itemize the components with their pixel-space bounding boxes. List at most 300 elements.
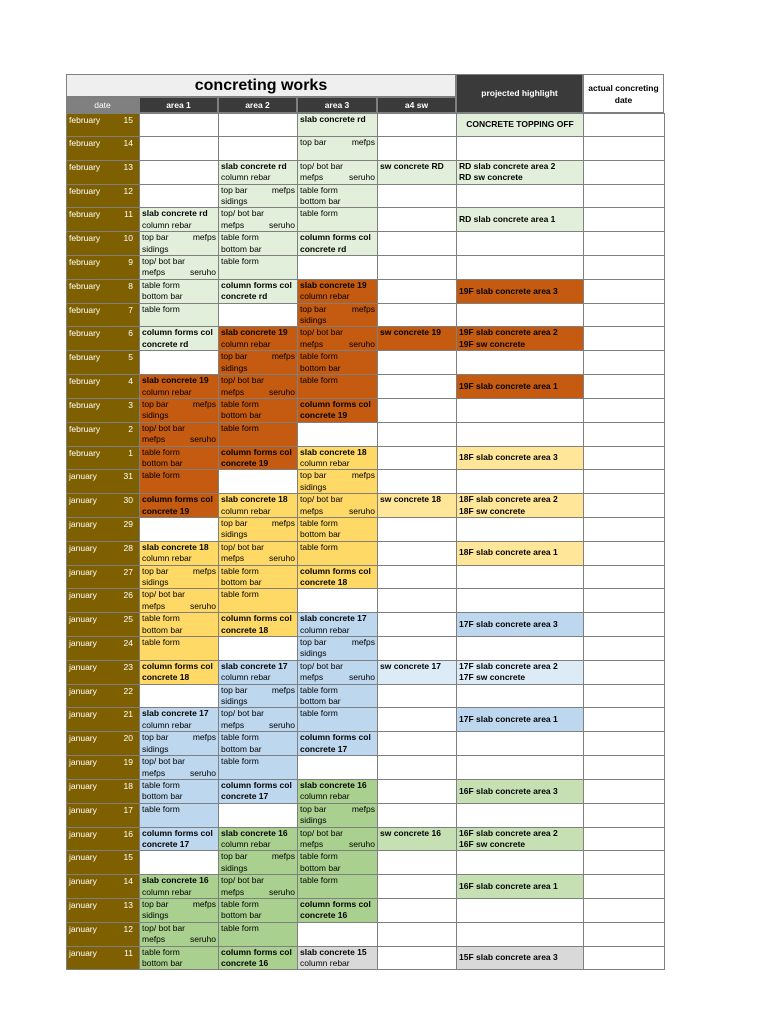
cell-line	[300, 804, 375, 815]
date-month: january	[69, 590, 97, 601]
area-3-cell	[298, 922, 378, 946]
a4-sw-cell	[378, 637, 457, 661]
cell-line: bottom bar	[142, 457, 183, 468]
date-day: 4	[128, 376, 133, 387]
date-day: 13	[123, 161, 133, 172]
date-month: january	[69, 614, 97, 625]
date-day: 24	[123, 638, 133, 649]
cell-line: concrete 18	[221, 624, 269, 635]
cell-text: seruho	[349, 505, 375, 516]
area-2-cell	[219, 114, 298, 137]
cell-line: bottom bar	[221, 410, 262, 421]
cell-line: concrete 19	[142, 505, 190, 516]
cell-line: slab concrete 17	[142, 708, 209, 719]
cell-line: slab concrete 18	[142, 541, 209, 552]
cell-text: mefps	[221, 719, 245, 730]
cell-text: mefps	[271, 517, 295, 528]
date-cell	[67, 256, 140, 280]
cell-line: table form	[142, 779, 180, 790]
projected-highlight-cell	[457, 875, 584, 899]
date-day: 22	[123, 685, 133, 696]
cell-line: table form	[221, 732, 259, 743]
a4-sw-cell	[378, 851, 457, 875]
cell-text: mefps	[351, 303, 375, 314]
cell-line: concrete 19	[300, 410, 348, 421]
area-2-cell	[219, 613, 298, 637]
area-2-cell	[219, 303, 298, 327]
a4-sw-cell	[378, 541, 457, 565]
cell-line: column rebar	[221, 838, 271, 849]
area-1-cell	[140, 398, 219, 422]
actual-date-cell[interactable]	[584, 684, 665, 708]
cell-line: slab concrete rd	[221, 160, 287, 171]
cell-text: top bar	[300, 637, 327, 648]
date-month: january	[69, 828, 97, 839]
projected-highlight-cell	[457, 232, 584, 256]
area-2-cell	[219, 922, 298, 946]
cell-text: mefps	[192, 398, 216, 409]
cell-line: sidings	[221, 196, 248, 206]
actual-date-cell[interactable]	[584, 613, 665, 637]
date-month: february	[69, 423, 101, 434]
projected-highlight-cell	[457, 375, 584, 399]
cell-line: table form	[300, 351, 338, 362]
date-month: january	[69, 638, 97, 649]
area-2-cell	[219, 398, 298, 422]
cell-line: sidings	[221, 862, 248, 873]
cell-line	[221, 185, 295, 196]
cell-line: bottom bar	[142, 791, 183, 802]
actual-date-cell[interactable]	[584, 922, 665, 946]
cell-text: mefps	[271, 184, 295, 195]
actual-date-cell[interactable]	[584, 114, 665, 137]
cell-line	[300, 839, 375, 850]
cell-line: concrete 17	[300, 743, 348, 754]
date-month: january	[69, 804, 97, 815]
highlight-text: 16F slab concrete area 1	[459, 880, 558, 891]
actual-date-cell[interactable]	[584, 637, 665, 661]
cell-line: column rebar	[300, 958, 350, 968]
area-2-cell	[219, 256, 298, 280]
cell-line: table form	[221, 422, 259, 433]
area-3-cell	[298, 137, 378, 160]
cell-line: sidings	[300, 315, 327, 326]
date-month: february	[69, 161, 101, 172]
area-2-cell	[219, 446, 298, 470]
area-1-cell	[140, 660, 219, 684]
actual-date-cell[interactable]	[584, 232, 665, 256]
projected-highlight-cell	[457, 160, 584, 184]
cell-text: seruho	[190, 767, 216, 778]
date-day: 11	[124, 209, 133, 220]
projected-highlight-cell	[457, 565, 584, 589]
cell-text: mefps	[192, 732, 216, 743]
projected-highlight-cell	[457, 184, 584, 208]
actual-date-cell[interactable]	[584, 470, 665, 494]
a4-sw-cell	[378, 684, 457, 708]
area-3-cell	[298, 732, 378, 756]
actual-date-cell[interactable]	[584, 732, 665, 756]
actual-date-cell[interactable]	[584, 160, 665, 184]
cell-line	[300, 637, 375, 648]
actual-date-cell[interactable]	[584, 184, 665, 208]
area-2-cell	[219, 779, 298, 803]
projected-highlight-cell	[457, 279, 584, 303]
cell-line	[142, 267, 216, 278]
table-row	[67, 827, 665, 851]
a4-sw-cell: sw concrete 18	[378, 494, 457, 518]
a4-sw-cell: sw concrete 16	[378, 827, 457, 851]
date-day: 29	[123, 518, 133, 529]
date-day: 18	[123, 780, 133, 791]
date-month: february	[69, 115, 101, 125]
date-day: 15	[123, 852, 133, 863]
actual-date-cell[interactable]	[584, 137, 665, 160]
a4-sw-cell	[378, 114, 457, 137]
table-row	[67, 684, 665, 708]
date-cell	[67, 732, 140, 756]
date-cell	[67, 613, 140, 637]
area-1-cell	[140, 613, 219, 637]
highlight-text: RD slab concrete area 1	[459, 214, 556, 225]
projected-highlight-cell	[457, 851, 584, 875]
cell-line: column forms col	[300, 732, 371, 743]
table-row	[67, 803, 665, 827]
date-day: 16	[123, 828, 133, 839]
cell-line: table form	[300, 375, 338, 386]
area-2-cell	[219, 637, 298, 661]
cell-line: slab concrete 18	[221, 494, 288, 505]
cell-line: bottom bar	[300, 529, 341, 540]
area-3-cell	[298, 565, 378, 589]
projected-highlight-cell	[457, 827, 584, 851]
projected-highlight-cell	[457, 779, 584, 803]
cell-text: top bar	[142, 232, 169, 243]
cell-line: table form	[142, 279, 180, 290]
cell-line: slab concrete 19	[221, 327, 288, 338]
cell-text: top bar	[221, 517, 248, 528]
cell-line: column rebar	[142, 386, 192, 397]
date-cell	[67, 303, 140, 327]
date-day: 14	[123, 138, 133, 149]
table-row	[67, 232, 665, 256]
area-3-cell	[298, 756, 378, 780]
projected-highlight-cell	[457, 327, 584, 351]
cell-line: column forms col	[221, 779, 292, 790]
actual-date-cell[interactable]	[584, 541, 665, 565]
date-day: 14	[123, 876, 133, 887]
cell-line	[142, 566, 216, 577]
actual-date-cell[interactable]	[584, 375, 665, 399]
date-month: february	[69, 304, 101, 315]
cell-line: table form	[300, 851, 338, 862]
cell-text: mefps	[351, 637, 375, 648]
area-2-cell	[219, 684, 298, 708]
date-day: 2	[128, 423, 133, 434]
date-month: january	[69, 661, 97, 672]
date-month: february	[69, 185, 101, 196]
a4-sw-cell	[378, 137, 457, 160]
cell-text: top bar	[142, 732, 169, 743]
cell-line: bottom bar	[142, 291, 183, 302]
area-2-cell	[219, 137, 298, 160]
highlight-text: 18F sw concrete	[459, 505, 526, 516]
area-2-cell	[219, 660, 298, 684]
a4-sw-cell	[378, 184, 457, 208]
cell-line: top/ bot bar	[300, 660, 344, 671]
actual-date-cell[interactable]	[584, 946, 665, 970]
area-2-cell	[219, 422, 298, 446]
cell-line: concrete rd	[300, 243, 347, 254]
date-cell	[67, 398, 140, 422]
area-3-cell	[298, 637, 378, 661]
cell-line: table form	[142, 470, 180, 481]
highlight-text: 17F slab concrete area 2	[459, 660, 558, 671]
table-row	[67, 327, 665, 351]
date-month: february	[69, 138, 101, 149]
highlight-text: 18F slab concrete area 3	[459, 452, 558, 463]
cell-text: mefps	[221, 553, 245, 564]
highlight-text: 17F slab concrete area 1	[459, 714, 558, 725]
table-row	[67, 732, 665, 756]
actual-date-cell[interactable]	[584, 756, 665, 780]
cell-line: bottom bar	[300, 862, 341, 873]
cell-text: top bar	[300, 470, 327, 481]
area-2-cell	[219, 208, 298, 232]
date-cell	[67, 779, 140, 803]
actual-date-cell[interactable]	[584, 565, 665, 589]
area-3-cell	[298, 589, 378, 613]
area-3-cell	[298, 160, 378, 184]
actual-date-cell[interactable]	[584, 303, 665, 327]
highlight-text: RD sw concrete	[459, 172, 523, 183]
cell-line: table form	[300, 708, 338, 719]
actual-date-cell[interactable]	[584, 256, 665, 280]
cell-line: concrete 16	[300, 910, 348, 921]
area-3-cell	[298, 470, 378, 494]
a4-sw-cell: sw concrete 19	[378, 327, 457, 351]
cell-line: column forms col	[221, 946, 292, 957]
date-month: february	[69, 209, 101, 220]
actual-date-cell[interactable]	[584, 279, 665, 303]
cell-line: sidings	[221, 362, 248, 373]
cell-text: top bar	[300, 303, 327, 314]
cell-line: bottom bar	[221, 243, 262, 254]
cell-line	[300, 339, 375, 350]
cell-line: table form	[142, 946, 180, 957]
actual-date-cell[interactable]	[584, 803, 665, 827]
cell-line	[300, 137, 375, 148]
cell-line: column forms col	[142, 660, 213, 671]
actual-date-cell[interactable]	[584, 827, 665, 851]
cell-line: column rebar	[142, 719, 192, 730]
cell-line	[300, 470, 375, 481]
cell-line: sidings	[142, 910, 169, 921]
highlight-text: 19F sw concrete	[459, 338, 526, 349]
cell-text: mefps	[192, 898, 216, 909]
cell-line: sidings	[300, 648, 327, 659]
actual-date-cell[interactable]	[584, 517, 665, 541]
area-1-cell	[140, 232, 219, 256]
cell-text: top bar	[300, 803, 327, 814]
actual-date-cell[interactable]	[584, 875, 665, 899]
projected-highlight-cell	[457, 756, 584, 780]
cell-line: top/ bot bar	[142, 589, 186, 600]
actual-date-cell[interactable]	[584, 422, 665, 446]
date-month: january	[69, 876, 97, 887]
cell-line: table form	[221, 232, 259, 243]
a4-sw-cell	[378, 208, 457, 232]
a4-sw-cell	[378, 232, 457, 256]
date-month: january	[69, 947, 97, 958]
area-3-cell	[298, 875, 378, 899]
cell-text: top bar	[142, 398, 169, 409]
cell-text: mefps	[271, 684, 295, 695]
table-row	[67, 184, 665, 208]
projected-highlight-cell	[457, 589, 584, 613]
cell-line: column rebar	[300, 291, 350, 302]
area-3-cell	[298, 898, 378, 922]
cell-line: column rebar	[142, 886, 192, 897]
cell-text: mefps	[271, 351, 295, 362]
area-3-cell	[298, 279, 378, 303]
a4-sw-cell	[378, 303, 457, 327]
cell-line: column rebar	[221, 672, 271, 683]
actual-date-cell[interactable]	[584, 351, 665, 375]
cell-text: seruho	[349, 338, 375, 349]
date-cell	[67, 470, 140, 494]
a4-sw-cell	[378, 375, 457, 399]
projected-highlight-cell	[457, 946, 584, 970]
cell-line: sidings	[142, 410, 169, 421]
area-2-cell	[219, 375, 298, 399]
schedule-table	[66, 113, 665, 970]
cell-line: slab concrete rd	[142, 208, 208, 219]
area-1-cell	[140, 779, 219, 803]
date-month: january	[69, 899, 97, 910]
table-row	[67, 565, 665, 589]
cell-line: column forms col	[221, 446, 292, 457]
area-1-cell	[140, 732, 219, 756]
area-1-cell	[140, 327, 219, 351]
cell-line	[221, 553, 295, 564]
table-row	[67, 114, 665, 137]
table-row	[67, 779, 665, 803]
cell-text: top bar	[221, 184, 248, 195]
area-1-cell	[140, 565, 219, 589]
table-row	[67, 398, 665, 422]
area-2-cell	[219, 160, 298, 184]
a4-sw-cell	[378, 732, 457, 756]
date-month: february	[69, 352, 101, 363]
highlight-text: 19F slab concrete area 2	[459, 327, 558, 338]
projected-highlight-cell	[457, 422, 584, 446]
cell-line	[142, 434, 216, 445]
cell-text: top bar	[142, 565, 169, 576]
area-1-cell	[140, 684, 219, 708]
actual-date-cell[interactable]	[584, 327, 665, 351]
a4-sw-cell: sw concrete RD	[378, 160, 457, 184]
date-cell	[67, 946, 140, 970]
date-month: february	[69, 399, 101, 410]
actual-date-cell[interactable]	[584, 779, 665, 803]
cell-line: bottom bar	[142, 958, 183, 968]
cell-line: column forms col	[221, 279, 292, 290]
header-area-1: area 1	[139, 97, 218, 113]
a4-sw-cell	[378, 351, 457, 375]
area-1-cell	[140, 184, 219, 208]
actual-date-cell[interactable]	[584, 398, 665, 422]
date-day: 11	[124, 947, 133, 958]
date-cell	[67, 708, 140, 732]
date-month: january	[69, 757, 97, 768]
date-cell	[67, 756, 140, 780]
cell-line: table form	[300, 517, 338, 528]
actual-date-cell[interactable]	[584, 208, 665, 232]
cell-line	[142, 601, 216, 612]
cell-line: table form	[221, 922, 259, 933]
a4-sw-cell	[378, 470, 457, 494]
cell-text: mefps	[300, 338, 324, 349]
date-day: 5	[128, 352, 133, 363]
area-1-cell	[140, 137, 219, 160]
date-cell	[67, 565, 140, 589]
area-2-cell	[219, 351, 298, 375]
table-row	[67, 160, 665, 184]
a4-sw-cell	[378, 517, 457, 541]
actual-date-cell[interactable]	[584, 898, 665, 922]
header-area-3: area 3	[297, 97, 377, 113]
cell-line: slab concrete 18	[300, 446, 367, 457]
sheet-title	[66, 74, 456, 97]
date-cell	[67, 160, 140, 184]
actual-date-cell[interactable]	[584, 494, 665, 518]
actual-date-cell[interactable]	[584, 851, 665, 875]
cell-line	[221, 851, 295, 862]
area-3-cell	[298, 184, 378, 208]
a4-sw-cell: sw concrete 17	[378, 660, 457, 684]
area-2-cell	[219, 470, 298, 494]
projected-highlight-cell	[457, 803, 584, 827]
cell-line: column forms col	[142, 327, 213, 338]
cell-text: top bar	[221, 351, 248, 362]
cell-line: concrete 19	[221, 457, 269, 468]
area-2-cell	[219, 898, 298, 922]
area-3-cell	[298, 375, 378, 399]
date-cell	[67, 494, 140, 518]
actual-date-cell[interactable]	[584, 660, 665, 684]
cell-line	[300, 172, 375, 183]
area-2-cell	[219, 851, 298, 875]
date-day: 17	[123, 804, 133, 815]
cell-line: bottom bar	[221, 743, 262, 754]
actual-date-cell[interactable]	[584, 708, 665, 732]
date-cell	[67, 660, 140, 684]
actual-date-cell[interactable]	[584, 589, 665, 613]
cell-text: mefps	[142, 267, 166, 278]
cell-line: top/ bot bar	[300, 827, 344, 838]
cell-line: concrete rd	[142, 338, 189, 349]
date-cell	[67, 589, 140, 613]
cell-text: seruho	[190, 934, 216, 945]
actual-date-cell[interactable]	[584, 446, 665, 470]
cell-line	[221, 518, 295, 529]
header-date: date	[66, 97, 139, 113]
date-day: 15	[123, 115, 133, 125]
cell-line: concrete 18	[142, 672, 190, 683]
date-day: 12	[123, 185, 133, 196]
date-month: february	[69, 280, 101, 291]
